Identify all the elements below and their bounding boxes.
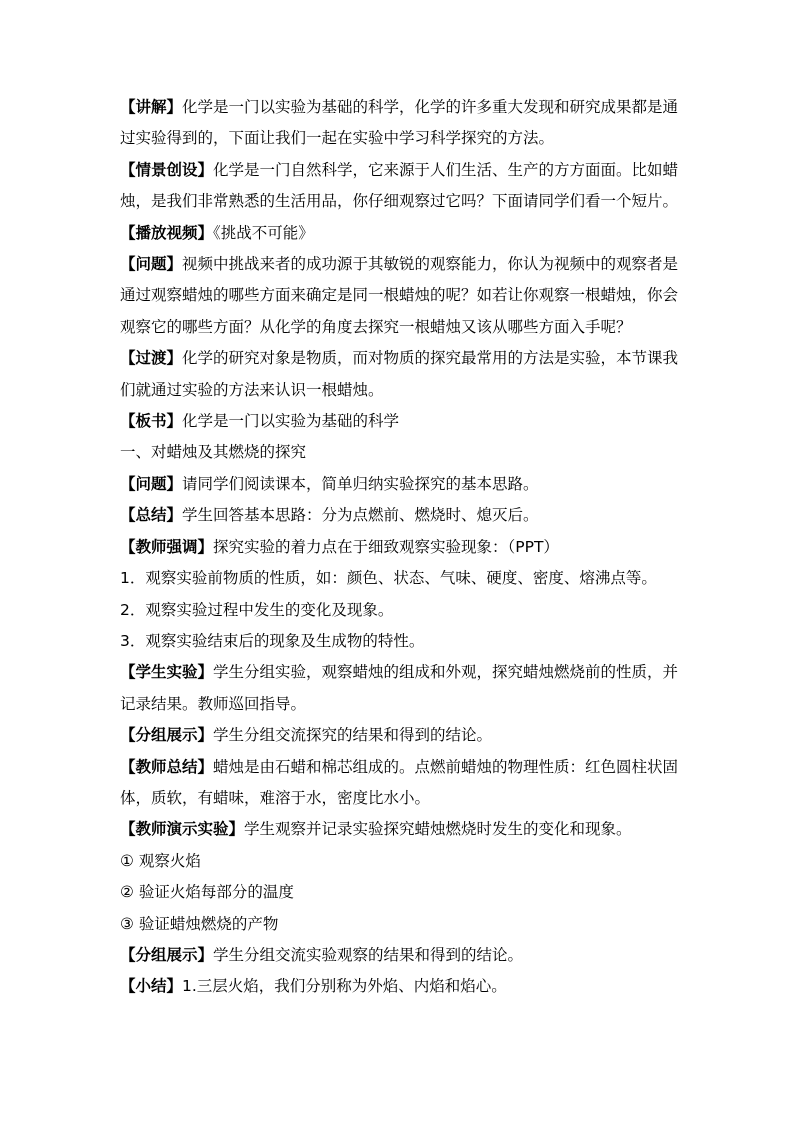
lesson-plan-body	[120, 92, 688, 1003]
paragraph-text: 《挑战不可能》	[213, 223, 314, 242]
paragraph-text: 学生分组交流探究的结果和得到的结论。	[213, 726, 493, 745]
paragraph-text: ① 观察火焰	[120, 851, 201, 870]
paragraph	[120, 971, 688, 1002]
paragraph-text: 1．观察实验前物质的性质，如：颜色、状态、气味、硬度、密度、熔沸点等。	[120, 569, 657, 588]
paragraph-text: 蜡烛是由石蜡和棉芯组成的。点燃前蜡烛的物理性质：红色圆柱状固体，质软，有蜡味，难溶于水，密度比水小。	[120, 757, 679, 807]
paragraph-text: 请同学们阅读课本，简单归纳实验探究的基本思路。	[182, 474, 539, 493]
paragraph	[120, 720, 688, 751]
list-item	[120, 877, 688, 908]
section-tag: 【小结】	[120, 977, 183, 996]
paragraph	[120, 657, 688, 720]
paragraph-text: 视频中挑战来者的成功源于其敏锐的观察能力，你认为视频中的观察者是通过观察蜡烛的哪些方面来确定是同一根蜡烛的呢？如若让你观察一根蜡烛，你会观察它的哪些方面？从化学的角度去探究一根蜡烛又该从哪些方面入手呢？	[120, 255, 679, 336]
section-tag: 【播放视频】	[120, 223, 214, 242]
paragraph-text: 学生分组实验，观察蜡烛的组成和外观，探究蜡烛燃烧前的性质，并记录结果。教师巡回指导。	[120, 663, 679, 713]
paragraph-text: 探究实验的着力点在于细致观察实验现象：（PPT）	[213, 537, 559, 556]
section-tag: 【情景创设】	[120, 160, 214, 179]
paragraph	[120, 92, 688, 155]
paragraph-text: 化学是一门自然科学，它来源于人们生活、生产的方方面面。比如蜡烛，是我们非常熟悉的生活用品，你仔细观察过它吗？下面请同学们看一个短片。	[120, 160, 679, 211]
section-heading	[120, 437, 688, 468]
paragraph-text: 一、对蜡烛及其燃烧的探究	[120, 443, 307, 462]
list-item	[120, 909, 688, 940]
paragraph	[120, 532, 688, 563]
section-tag: 【教师演示实验】	[120, 820, 245, 839]
section-tag: 【学生实验】	[120, 663, 214, 682]
paragraph	[120, 249, 688, 343]
section-tag: 【问题】	[120, 255, 183, 274]
paragraph-text: 学生观察并记录实验探究蜡烛燃烧时发生的变化和现象。	[244, 820, 632, 839]
paragraph	[120, 469, 688, 500]
section-tag: 【教师强调】	[120, 537, 214, 556]
paragraph-text: 化学是一门以实验为基础的科学	[182, 412, 400, 431]
section-tag: 【教师总结】	[120, 757, 214, 776]
paragraph-text: 学生分组交流实验观察的结果和得到的结论。	[213, 945, 524, 964]
list-item	[120, 595, 688, 626]
paragraph-text: 2．观察实验过程中发生的变化及现象。	[120, 600, 394, 619]
paragraph-text: 3．观察实验结束后的现象及生成物的特性。	[120, 631, 425, 650]
section-tag: 【总结】	[120, 506, 183, 525]
paragraph-text: 1.三层火焰，我们分别称为外焰、内焰和焰心。	[182, 977, 507, 996]
section-tag: 【分组展示】	[120, 726, 214, 745]
paragraph	[120, 343, 688, 406]
section-tag: 【讲解】	[120, 98, 183, 116]
section-tag: 【过渡】	[120, 349, 183, 368]
section-tag: 【问题】	[120, 474, 183, 493]
paragraph-text: ② 验证火焰每部分的温度	[120, 883, 294, 902]
paragraph	[120, 752, 688, 815]
paragraph	[120, 155, 688, 218]
paragraph-text: 化学是一门以实验为基础的科学，化学的许多重大发现和研究成果都是通过实验得到的，下面让我们一起在实验中学习科学探究的方法。	[120, 98, 679, 148]
paragraph-text: 学生回答基本思路：分为点燃前、燃烧时、熄灭后。	[182, 506, 539, 525]
section-tag: 【板书】	[120, 412, 183, 431]
paragraph	[120, 940, 688, 971]
list-item	[120, 563, 688, 594]
paragraph-text: 化学的研究对象是物质，而对物质的探究最常用的方法是实验，本节课我们就通过实验的方法来认识一根蜡烛。	[120, 349, 679, 399]
paragraph-text: ③ 验证蜡烛燃烧的产物	[120, 914, 279, 933]
paragraph	[120, 500, 688, 531]
list-item	[120, 626, 688, 657]
list-item	[120, 846, 688, 877]
paragraph	[120, 218, 688, 249]
paragraph	[120, 814, 688, 845]
section-tag: 【分组展示】	[120, 945, 214, 964]
paragraph	[120, 406, 688, 437]
